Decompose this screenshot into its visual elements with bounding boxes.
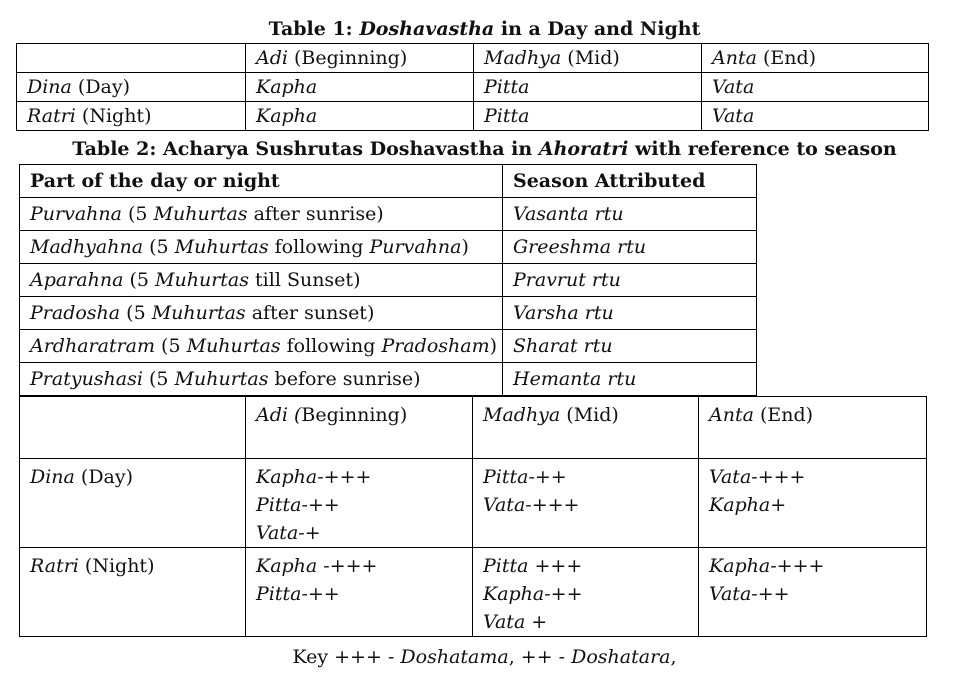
dosha-entry: Vata-+ xyxy=(256,522,321,544)
table2-r0-t2: after sunrise) xyxy=(247,203,384,225)
table2-r2-t2: till Sunset) xyxy=(249,269,361,291)
table1-header-cell-1 xyxy=(246,44,474,73)
dosha-entry: Pitta +++ xyxy=(483,555,583,577)
table2-season-cell: Varsha rtu xyxy=(503,297,757,330)
table2-season-cell: Sharat rtu xyxy=(503,330,757,363)
table2-r2-t1: (5 xyxy=(123,269,156,291)
table3-cell-madhya xyxy=(473,548,699,637)
table1-row xyxy=(17,73,929,102)
table3-header-cell-0 xyxy=(20,397,246,459)
table2-caption-italic: Ahoratri xyxy=(538,138,629,160)
table3-header-1-italic: Adi ( xyxy=(256,404,302,426)
table1-header-1-italic: Adi xyxy=(256,47,288,69)
table2-r2-muhurtas: Muhurtas xyxy=(155,269,249,291)
table2-caption-prefix: Table 2: Acharya Sushrutas Doshavastha in xyxy=(72,138,539,160)
table3-cell-madhya xyxy=(473,459,699,548)
table2-season-cell: Greeshma rtu xyxy=(503,231,757,264)
table3-header-3-rest: (End) xyxy=(753,404,814,426)
table2-r4-t1: (5 xyxy=(155,335,187,357)
dosha-entry: Kapha-+++ xyxy=(709,555,825,577)
table2-row xyxy=(20,198,757,231)
table2-r4-ref: Pradosham xyxy=(381,335,490,357)
table3-row xyxy=(20,459,927,548)
dosha-entry: Vata-+++ xyxy=(709,466,806,488)
table1-cell: Pitta xyxy=(474,102,702,131)
table1-caption-prefix: Table 1: xyxy=(268,18,360,40)
table1-row0-label-rest: (Day) xyxy=(71,76,131,98)
table2-r4-t2: following xyxy=(280,335,382,357)
key-mid: , ++ - xyxy=(508,646,572,668)
table1-header-cell-0 xyxy=(17,44,246,73)
table2-r3-t1: (5 xyxy=(120,302,152,324)
table1-caption-italic: Doshavastha xyxy=(359,18,495,40)
table2-r1-muhurtas: Muhurtas xyxy=(174,236,269,258)
table2-row xyxy=(20,264,757,297)
table2-r0-t1: (5 xyxy=(121,203,154,225)
table2-row xyxy=(20,330,757,363)
table1-row-label xyxy=(17,73,246,102)
table2-r1-t1: (5 xyxy=(143,236,175,258)
table1-cell: Kapha xyxy=(246,102,474,131)
dosha-entry: Kapha-+++ xyxy=(256,466,372,488)
table2-r5-name: Pratyushasi xyxy=(30,368,143,390)
table2-r5-t1: (5 xyxy=(142,368,175,390)
table2-season-cell: Hemanta rtu xyxy=(503,363,757,396)
dosha-entry: Pitta-++ xyxy=(256,583,340,605)
table2-part-cell xyxy=(20,231,503,264)
table1-header-cell-3 xyxy=(702,44,929,73)
table2-row xyxy=(20,231,757,264)
table1 xyxy=(16,43,929,131)
table2-r0-name: Purvahna xyxy=(30,203,122,225)
table2-r0-muhurtas: Muhurtas xyxy=(153,203,248,225)
table1-caption-suffix: in a Day and Night xyxy=(494,18,701,40)
table3-cell-adi xyxy=(246,459,473,548)
table2-part-cell xyxy=(20,297,503,330)
key-prefix: Key +++ - xyxy=(292,646,401,668)
table2-header-season: Season Attributed xyxy=(503,165,757,198)
table1-header-3-rest: (End) xyxy=(756,47,817,69)
table2-r2-name: Aparahna xyxy=(30,269,124,291)
table2-r5-muhurtas: Muhurtas xyxy=(174,368,269,390)
table2-part-cell xyxy=(20,330,503,363)
dosha-entry: Pitta-++ xyxy=(483,466,567,488)
table3-header-row xyxy=(20,397,927,459)
table1-cell: Pitta xyxy=(474,73,702,102)
table2-r1-name: Madhyahna xyxy=(30,236,144,258)
table2-r4-t3: ) xyxy=(489,335,498,357)
table1-cell: Kapha xyxy=(246,73,474,102)
table3-header-1-rest: Beginning) xyxy=(301,404,408,426)
table2-header-row xyxy=(20,165,757,198)
table2-r3-muhurtas: Muhurtas xyxy=(151,302,246,324)
key-doshatara: Doshatara xyxy=(571,646,671,668)
table2-row xyxy=(20,363,757,396)
table3-row0-label-rest: (Day) xyxy=(74,466,134,488)
table2-r1-t2: following xyxy=(268,236,370,258)
table3-row xyxy=(20,548,927,637)
table3-header-2-rest: (Mid) xyxy=(560,404,619,426)
key-suffix: , xyxy=(670,646,677,668)
table3-row-label xyxy=(20,459,246,548)
table2-r4-muhurtas: Muhurtas xyxy=(186,335,281,357)
dosha-entry: Kapha-++ xyxy=(483,583,583,605)
table3 xyxy=(19,396,927,637)
table3-cell-anta xyxy=(699,459,927,548)
table3-row0-label-italic: Dina xyxy=(30,466,75,488)
table2-part-cell xyxy=(20,198,503,231)
table3-header-cell-2 xyxy=(473,397,699,459)
table3-row1-label-italic: Ratri xyxy=(30,555,79,577)
table2-caption xyxy=(0,136,969,162)
table3-row-label xyxy=(20,548,246,637)
table2-r4-name: Ardharatram xyxy=(30,335,156,357)
table3-header-cell-1 xyxy=(246,397,473,459)
dosha-entry: Vata-+++ xyxy=(483,494,580,516)
key-legend xyxy=(0,644,969,670)
table2-part-cell xyxy=(20,363,503,396)
table1-cell: Vata xyxy=(702,73,929,102)
table3-header-cell-3 xyxy=(699,397,927,459)
table1-header-1-rest: (Beginning) xyxy=(287,47,408,69)
table1-row0-label-italic: Dina xyxy=(27,76,72,98)
table1-row1-label-italic: Ratri xyxy=(27,105,76,127)
table2-r3-t2: after sunset) xyxy=(245,302,375,324)
table1-header-2-italic: Madhya xyxy=(484,47,562,69)
table3-header-3-italic: Anta xyxy=(709,404,754,426)
table3-cell-anta xyxy=(699,548,927,637)
dosha-entry: Kapha+ xyxy=(709,494,787,516)
table1-header-row xyxy=(17,44,929,73)
table1-caption xyxy=(0,16,969,42)
table2-r1-t3: ) xyxy=(461,236,469,258)
table1-header-2-rest: (Mid) xyxy=(561,47,620,69)
table2-caption-suffix: with reference to season xyxy=(628,138,897,160)
table2-r3-name: Pradosha xyxy=(30,302,121,324)
table2-season-cell: Pravrut rtu xyxy=(503,264,757,297)
dosha-entry: Vata-++ xyxy=(709,583,790,605)
table2-r5-t2: before sunrise) xyxy=(268,368,421,390)
dosha-entry: Pitta-++ xyxy=(256,494,340,516)
table1-header-3-italic: Anta xyxy=(712,47,757,69)
dosha-entry: Vata + xyxy=(483,611,548,633)
key-doshatama: Doshatama xyxy=(400,646,509,668)
table3-cell-adi xyxy=(246,548,473,637)
table1-row1-label-rest: (Night) xyxy=(75,105,152,127)
table1-cell: Vata xyxy=(702,102,929,131)
table2-season-cell: Vasanta rtu xyxy=(503,198,757,231)
table2 xyxy=(19,164,757,396)
table3-header-2-italic: Madhya xyxy=(483,404,561,426)
table2-part-cell xyxy=(20,264,503,297)
table2-r1-ref: Purvahna xyxy=(369,236,462,258)
table3-row1-label-rest: (Night) xyxy=(78,555,155,577)
dosha-entry: Kapha -+++ xyxy=(256,555,378,577)
table1-header-cell-2 xyxy=(474,44,702,73)
table2-header-part: Part of the day or night xyxy=(20,165,503,198)
table2-row xyxy=(20,297,757,330)
table1-row-label xyxy=(17,102,246,131)
table1-row xyxy=(17,102,929,131)
